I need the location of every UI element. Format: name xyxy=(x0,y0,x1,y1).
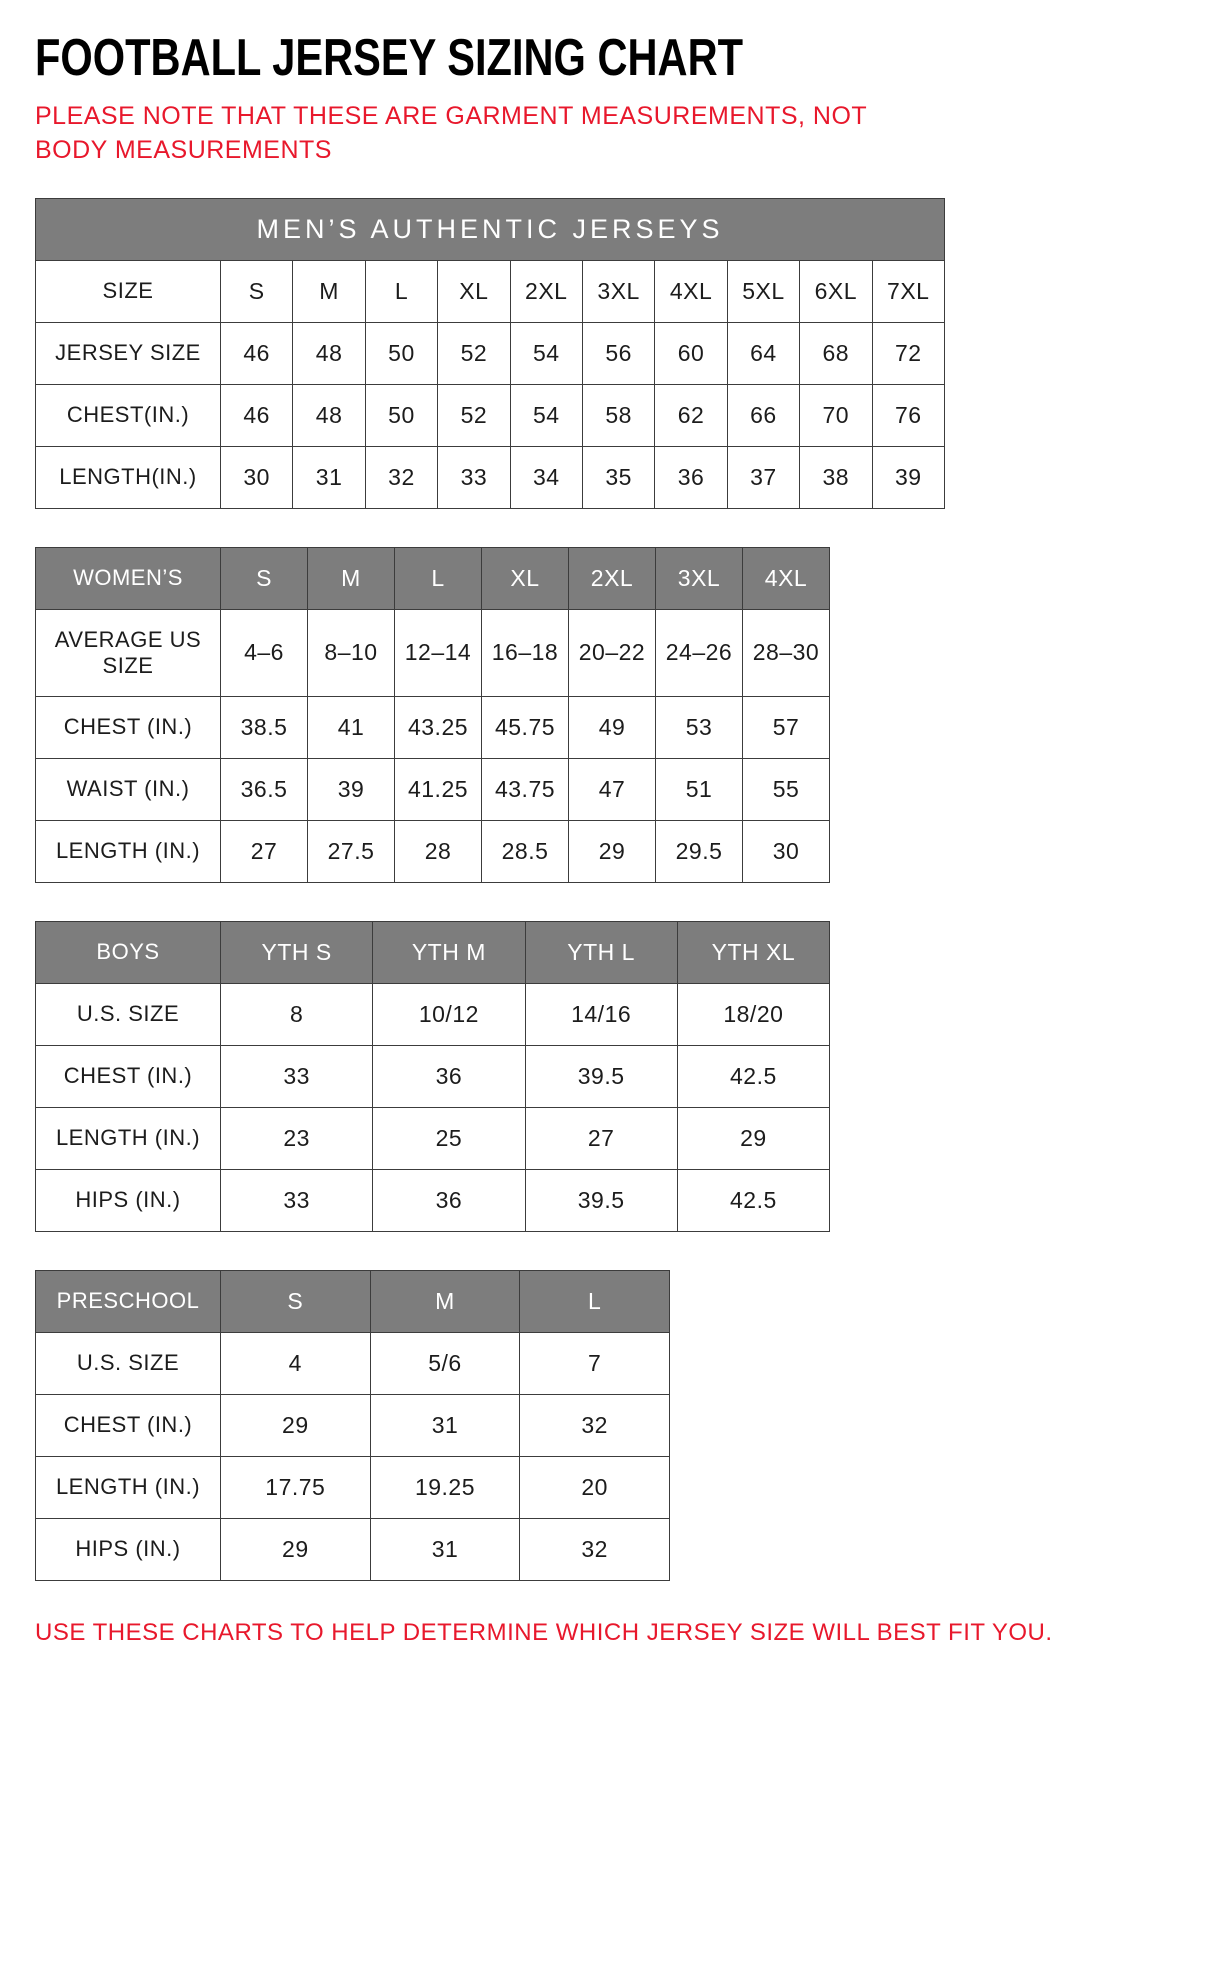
value-cell: 52 xyxy=(438,322,510,384)
value-cell: 38 xyxy=(800,446,872,508)
size-header-cell: S xyxy=(221,1270,371,1332)
value-cell: 30 xyxy=(743,820,830,882)
value-cell: L xyxy=(365,260,437,322)
value-cell: 42.5 xyxy=(677,1045,829,1107)
value-cell: 31 xyxy=(370,1518,520,1580)
value-cell: 58 xyxy=(582,384,654,446)
size-header-cell: XL xyxy=(482,547,569,609)
value-cell: 3XL xyxy=(582,260,654,322)
value-cell: 39 xyxy=(872,446,944,508)
size-header-cell: 2XL xyxy=(569,547,656,609)
row-label-cell: SIZE xyxy=(36,260,221,322)
value-cell: 29 xyxy=(677,1107,829,1169)
value-cell: 8 xyxy=(221,983,373,1045)
value-cell: 12–14 xyxy=(395,609,482,696)
value-cell: XL xyxy=(438,260,510,322)
value-cell: 48 xyxy=(293,384,365,446)
value-cell: 33 xyxy=(221,1045,373,1107)
value-cell: 41 xyxy=(308,696,395,758)
row-label-cell: LENGTH (IN.) xyxy=(36,1456,221,1518)
row-label-cell: CHEST (IN.) xyxy=(36,696,221,758)
value-cell: 14/16 xyxy=(525,983,677,1045)
value-cell: 62 xyxy=(655,384,727,446)
womens-sizing-table xyxy=(35,547,830,883)
boys-sizing-table xyxy=(35,921,830,1232)
value-cell: 46 xyxy=(221,322,293,384)
row-label-cell: LENGTH (IN.) xyxy=(36,1107,221,1169)
value-cell: 29 xyxy=(569,820,656,882)
value-cell: 33 xyxy=(438,446,510,508)
value-cell: 19.25 xyxy=(370,1456,520,1518)
value-cell: 45.75 xyxy=(482,696,569,758)
value-cell: 29 xyxy=(221,1394,371,1456)
value-cell: 35 xyxy=(582,446,654,508)
header-label-cell: WOMEN’S xyxy=(36,547,221,609)
size-header-cell: YTH L xyxy=(525,921,677,983)
footer-note: USE THESE CHARTS TO HELP DETERMINE WHICH JERSEY SIZE WILL BEST FIT YOU. xyxy=(35,1618,1053,1646)
value-cell: 2XL xyxy=(510,260,582,322)
value-cell: 32 xyxy=(365,446,437,508)
value-cell: 48 xyxy=(293,322,365,384)
value-cell: 39 xyxy=(308,758,395,820)
value-cell: M xyxy=(293,260,365,322)
value-cell: 50 xyxy=(365,322,437,384)
value-cell: 20–22 xyxy=(569,609,656,696)
value-cell: 60 xyxy=(655,322,727,384)
table-row xyxy=(36,983,830,1045)
value-cell: 8–10 xyxy=(308,609,395,696)
value-cell: 54 xyxy=(510,384,582,446)
value-cell: 4 xyxy=(221,1332,371,1394)
table-row xyxy=(36,696,830,758)
size-header-cell: 4XL xyxy=(743,547,830,609)
table-row xyxy=(36,322,945,384)
table-row xyxy=(36,758,830,820)
header-label-cell: BOYS xyxy=(36,921,221,983)
row-label-cell: CHEST (IN.) xyxy=(36,1045,221,1107)
size-header-cell: M xyxy=(308,547,395,609)
value-cell: 49 xyxy=(569,696,656,758)
value-cell: 52 xyxy=(438,384,510,446)
value-cell: 36 xyxy=(655,446,727,508)
table-row xyxy=(36,1107,830,1169)
value-cell: 29.5 xyxy=(656,820,743,882)
value-cell: 24–26 xyxy=(656,609,743,696)
mens-authentic-jerseys-table xyxy=(35,198,945,509)
value-cell: 6XL xyxy=(800,260,872,322)
value-cell: S xyxy=(221,260,293,322)
table-title: MEN’S AUTHENTIC JERSEYS xyxy=(36,198,945,260)
garment-measurement-note: PLEASE NOTE THAT THESE ARE GARMENT MEASUREMENTS, NOT BODY MEASUREMENTS xyxy=(35,102,867,164)
size-header-cell: YTH XL xyxy=(677,921,829,983)
value-cell: 27 xyxy=(525,1107,677,1169)
value-cell: 32 xyxy=(520,1394,670,1456)
value-cell: 53 xyxy=(656,696,743,758)
table-row xyxy=(36,609,830,696)
value-cell: 64 xyxy=(727,322,799,384)
row-label-cell: JERSEY SIZE xyxy=(36,322,221,384)
size-header-cell: L xyxy=(395,547,482,609)
row-label-cell: CHEST(IN.) xyxy=(36,384,221,446)
value-cell: 37 xyxy=(727,446,799,508)
value-cell: 20 xyxy=(520,1456,670,1518)
row-label-cell: U.S. SIZE xyxy=(36,1332,221,1394)
value-cell: 10/12 xyxy=(373,983,525,1045)
size-header-cell: S xyxy=(221,547,308,609)
value-cell: 70 xyxy=(800,384,872,446)
value-cell: 31 xyxy=(370,1394,520,1456)
value-cell: 66 xyxy=(727,384,799,446)
value-cell: 42.5 xyxy=(677,1169,829,1231)
value-cell: 41.25 xyxy=(395,758,482,820)
value-cell: 36 xyxy=(373,1045,525,1107)
table-row xyxy=(36,260,945,322)
value-cell: 43.75 xyxy=(482,758,569,820)
size-header-cell: M xyxy=(370,1270,520,1332)
size-header-cell: 3XL xyxy=(656,547,743,609)
value-cell: 31 xyxy=(293,446,365,508)
page-title: FOOTBALL JERSEY SIZING CHART xyxy=(35,29,744,87)
table-row xyxy=(36,1456,670,1518)
value-cell: 39.5 xyxy=(525,1045,677,1107)
row-label-cell: U.S. SIZE xyxy=(36,983,221,1045)
row-label-cell: WAIST (IN.) xyxy=(36,758,221,820)
row-label-cell: LENGTH(IN.) xyxy=(36,446,221,508)
value-cell: 54 xyxy=(510,322,582,384)
value-cell: 76 xyxy=(872,384,944,446)
value-cell: 16–18 xyxy=(482,609,569,696)
value-cell: 28–30 xyxy=(743,609,830,696)
value-cell: 32 xyxy=(520,1518,670,1580)
value-cell: 43.25 xyxy=(395,696,482,758)
value-cell: 68 xyxy=(800,322,872,384)
value-cell: 33 xyxy=(221,1169,373,1231)
value-cell: 28.5 xyxy=(482,820,569,882)
table-row xyxy=(36,1394,670,1456)
value-cell: 30 xyxy=(221,446,293,508)
table-row xyxy=(36,1518,670,1580)
value-cell: 72 xyxy=(872,322,944,384)
row-label-cell: CHEST (IN.) xyxy=(36,1394,221,1456)
row-label-cell: HIPS (IN.) xyxy=(36,1169,221,1231)
row-label-cell: AVERAGE US SIZE xyxy=(36,609,221,696)
value-cell: 7XL xyxy=(872,260,944,322)
value-cell: 17.75 xyxy=(221,1456,371,1518)
value-cell: 27 xyxy=(221,820,308,882)
value-cell: 5XL xyxy=(727,260,799,322)
value-cell: 56 xyxy=(582,322,654,384)
table-header-row xyxy=(36,547,830,609)
table-header-row xyxy=(36,1270,670,1332)
sizing-chart-page xyxy=(35,28,1220,1647)
row-label-cell: LENGTH (IN.) xyxy=(36,820,221,882)
table-row xyxy=(36,820,830,882)
value-cell: 7 xyxy=(520,1332,670,1394)
value-cell: 51 xyxy=(656,758,743,820)
value-cell: 36 xyxy=(373,1169,525,1231)
size-header-cell: L xyxy=(520,1270,670,1332)
size-header-cell: YTH M xyxy=(373,921,525,983)
value-cell: 36.5 xyxy=(221,758,308,820)
value-cell: 23 xyxy=(221,1107,373,1169)
value-cell: 29 xyxy=(221,1518,371,1580)
value-cell: 28 xyxy=(395,820,482,882)
value-cell: 4–6 xyxy=(221,609,308,696)
value-cell: 39.5 xyxy=(525,1169,677,1231)
table-header-row xyxy=(36,921,830,983)
value-cell: 5/6 xyxy=(370,1332,520,1394)
header-label-cell: PRESCHOOL xyxy=(36,1270,221,1332)
value-cell: 34 xyxy=(510,446,582,508)
preschool-sizing-table xyxy=(35,1270,670,1581)
table-title-row xyxy=(36,198,945,260)
row-label-cell: HIPS (IN.) xyxy=(36,1518,221,1580)
size-header-cell: YTH S xyxy=(221,921,373,983)
value-cell: 47 xyxy=(569,758,656,820)
value-cell: 55 xyxy=(743,758,830,820)
value-cell: 18/20 xyxy=(677,983,829,1045)
value-cell: 4XL xyxy=(655,260,727,322)
table-row xyxy=(36,1169,830,1231)
value-cell: 46 xyxy=(221,384,293,446)
table-row xyxy=(36,384,945,446)
value-cell: 50 xyxy=(365,384,437,446)
value-cell: 57 xyxy=(743,696,830,758)
value-cell: 38.5 xyxy=(221,696,308,758)
value-cell: 25 xyxy=(373,1107,525,1169)
value-cell: 27.5 xyxy=(308,820,395,882)
table-row xyxy=(36,1332,670,1394)
table-row xyxy=(36,446,945,508)
table-row xyxy=(36,1045,830,1107)
